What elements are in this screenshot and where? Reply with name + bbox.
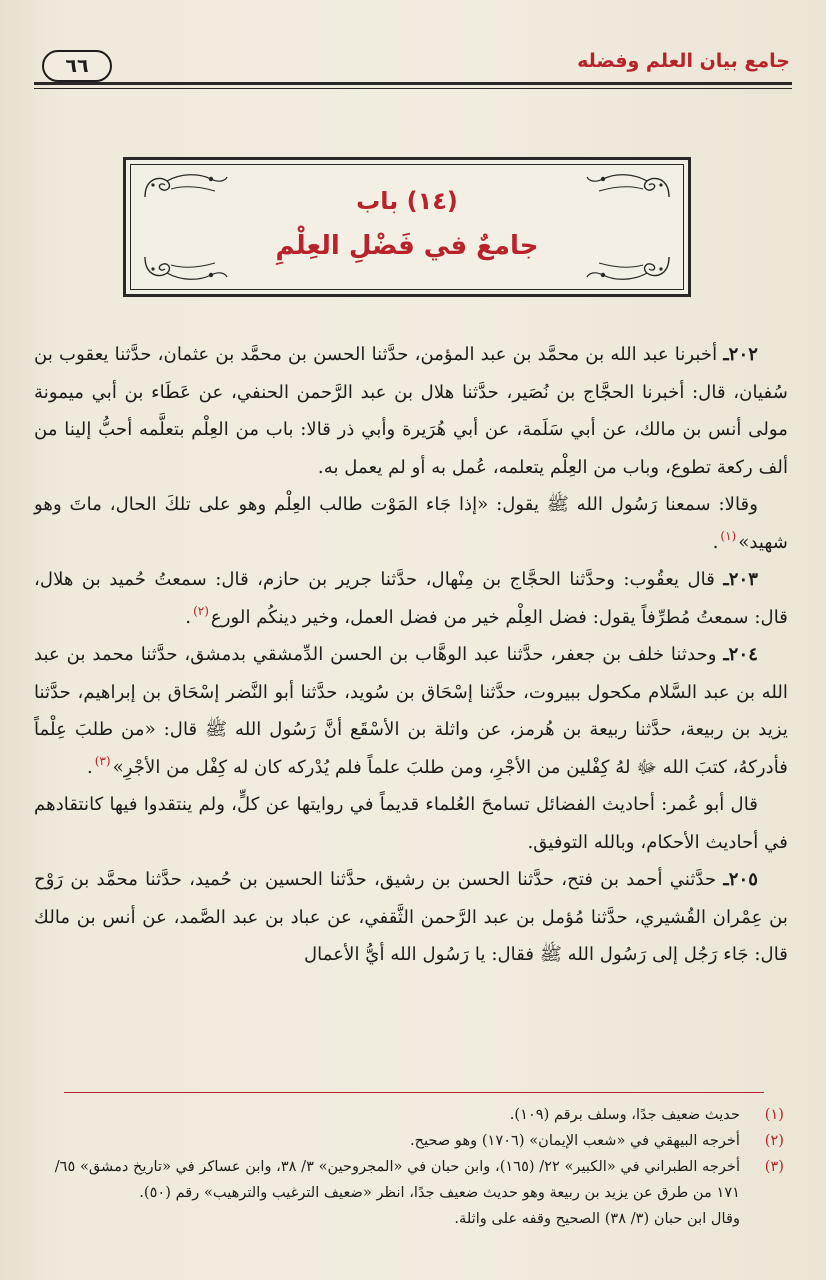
chapter-heading-frame [123,157,691,297]
hadith-number: ٢٠٥ـ [723,869,758,890]
hadith-204: ٢٠٤ـ وحدثنا خلف بن جعفر، حدَّثنا عبد الوهَّاب بن الحسن الدِّمشقي بدمشق، حدَّثنا محمد بن عبد الله بن عبد السَّلام مكحول ببيروت، حدَّثنا إسْحَاق بن سُويد، حدَّثنا أبو النَّضر إسْحَاق بن إبراهيم، حدَّثنا يزيد بن ربيعة، حدَّثنا ربيعة بن هُرمز، عن واثلة بن الأسْقَع أنَّ رَسُول الله ﷺ قال: «من طلبَ عِلْماً فأدركهُ، كتبَ الله ﷻ لهُ كِفْلين من الأجْرِ، ومن طلبَ علماً فلم يُدْركه كان له كِفْل من الأجْرِ»$^{(٣)}$. [34,644,788,778]
chapter-number: (١٤) باب [356,187,458,215]
hadith-text: وقالا: سمعنا رَسُول الله ﷺ يقول: «إذا جَاء المَوْت طالب العِلْم وهو على تلكَ الحال، ماتَ وهو شهيد» [34,494,788,553]
footnote-text: أخرجه البيهقي في «شعب الإيمان» (١٧٠٦) وهو صحيح. [410,1132,740,1149]
book-title: جامع بيان العلم وفضله [577,50,790,72]
footnote-ref: (٢) [193,604,209,619]
footnote-ref: (٣) [94,754,111,769]
footnote-text: حديث ضعيف جدًا، وسلف برقم (١٠٩). [509,1106,740,1123]
hadith-205 [34,861,788,974]
hadith-text: قال يعقُوب: وحدَّثنا الحجَّاج بن مِنْهال، حدَّثنا جرير بن حازم، قال: سمعتُ حُميد بن هلال، قال: سمعتُ مُطرِّفاً يقول: فضل العِلْم خير من فضل العمل، وخير دينكُم الورع [34,569,788,628]
footnote-number: (١) [764,1106,784,1123]
footnote-3 [34,1154,786,1206]
footnote-number: (٣) [764,1158,784,1175]
footnote-text: أخرجه الطبراني في «الكبير» ٢٢/ (١٦٥)، وابن حبان في «المجروحين» ٣/ ٣٨، وابن عساكر في «تاريخ دمشق» ٦٥/ ١٧١ من طرق عن يزيد بن ربيعة وهو حديث ضعيف جدًا، انظر «ضعيف الترغيب والترهيب» رقم (٥٠). [54,1158,740,1201]
body-text [34,336,788,974]
chapter-title: جامعٌ في فَضْلِ العِلْمِ [275,231,539,261]
hadith-203: ٢٠٣ـ قال يعقُوب: وحدَّثنا الحجَّاج بن مِنْهال، حدَّثنا جرير بن حازم، قال: سمعتُ حُميد بن هلال، قال: سمعتُ مُطرِّفاً يقول: فضل العِلْم خير من فضل العمل، وخير دينكُم الورع$^{(٢)}$. [34,569,788,628]
footnote-ref: (١) [720,529,737,544]
header-rule-thin [34,88,792,89]
footnote-number: (٢) [764,1132,784,1149]
hadith-text: حدَّثني أحمد بن فتح، حدَّثنا الحسن بن رشيق، حدَّثنا الحسين بن حُميد، حدَّثنا محمَّد بن رَوْح بن عِمْران القُشيري، حدَّثنا مُؤمل بن عبد الرَّحمن الثَّقفي، عن عباد بن عبد الصَّمد، عن أنس بن مالك قال: جَاء رَجُل إلى رَسُول الله ﷺ فقال: يا رَسُول الله أيُّ الأعمال [34,869,788,965]
page-number: ٦٦ [42,50,112,82]
hadith-202-continuation: وقالا: سمعنا رَسُول الله ﷺ يقول: «إذا جَاء المَوْت طالب العِلْم وهو على تلكَ الحال، ماتَ وهو شهيد»$^{(١)}$. [34,494,788,553]
footnote-1 [34,1102,786,1128]
header-rule-thick [34,82,792,85]
hadith-text: وحدثنا خلف بن جعفر، حدَّثنا عبد الوهَّاب بن الحسن الدِّمشقي بدمشق، حدَّثنا محمد بن عبد الله بن عبد السَّلام مكحول ببيروت، حدَّثنا إسْحَاق بن سُويد، حدَّثنا أبو النَّضر إسْحَاق بن إبراهيم، حدَّثنا يزيد بن ربيعة، حدَّثنا ربيعة بن هُرمز، عن واثلة بن الأسْقَع أنَّ رَسُول الله ﷺ قال: «من طلبَ عِلْماً فأدركهُ، كتبَ الله ﷻ لهُ كِفْلين من الأجْرِ، ومن طلبَ علماً فلم يُدْركه كان له كِفْل من الأجْرِ» [34,644,788,778]
chapter-heading-inner-frame [130,164,684,290]
hadith-number: ٢٠٢ـ [723,344,758,365]
footnotes [34,1102,786,1232]
hadith-number: ٢٠٣ـ [723,569,758,590]
footnote-separator [64,1092,764,1093]
footnote-continuation: وقال ابن حبان (٣/ ٣٨) الصحيح وقفه على واثلة. [454,1210,740,1227]
abu-umar-comment: قال أبو عُمر: أحاديث الفضائل تسامحَ العُلماء قديماً في روايتها عن كلٍّ، ولم ينتقدوا فيها كانتقادهم في أحاديث الأحكام، وبالله التوفيق. [34,794,788,853]
hadith-202 [34,336,788,486]
footnote-2 [34,1128,786,1154]
hadith-number: ٢٠٤ـ [723,644,758,665]
hadith-text: أخبرنا عبد الله بن محمَّد بن عبد المؤمن، حدَّثنا الحسن بن محمَّد بن عثمان، حدَّثنا يعقوب بن سُفيان، قال: أخبرنا الحجَّاج بن نُصَير، حدَّثنا هلال بن عبد الرَّحمن الحنفي، عن عَطَاء بن أبي ميمونة مولى أنس بن مالك، عن أبي سَلَمة، عن أبي هُرَيرة وأبي ذر قالا: باب من العِلْم بتعلَّمه أحبُّ إلينا من ألف ركعة تطوع، وباب من العِلْم يتعلمه، عُمل به أو لم يعمل به. [34,344,788,478]
running-header [34,48,792,100]
